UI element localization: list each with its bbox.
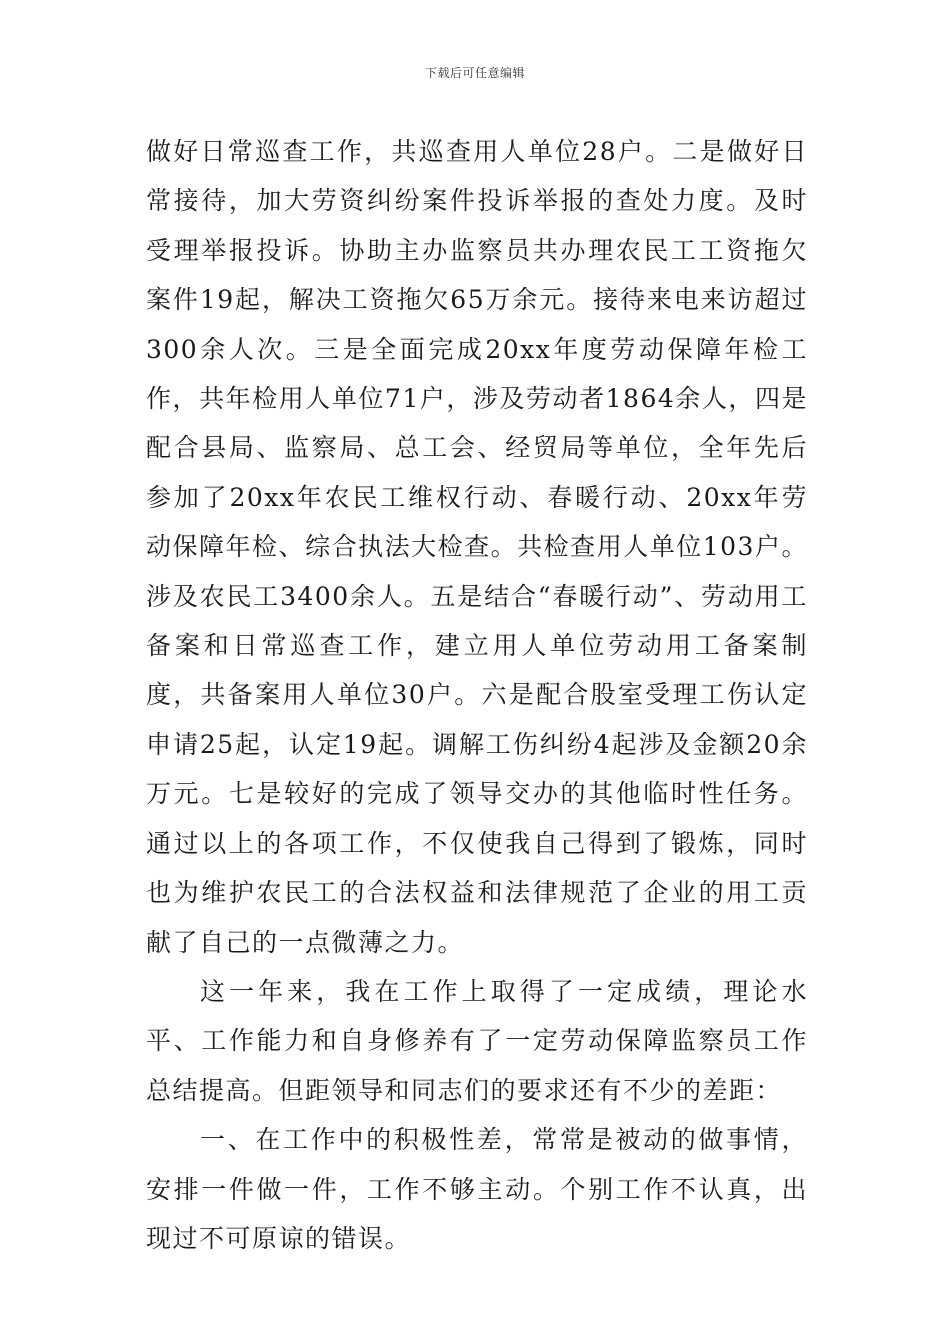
page-header-note: 下载后可任意编辑 [424, 66, 525, 80]
paragraph-work-summary: 做好日常巡查工作，共巡查用人单位28户。二是做好日常接待，加大劳资纠纷案件投诉举报的查处力度。及时受理举报投诉。协助主办监察员共办理农民工工资拖欠案件19起，解决工资拖欠65万余元。接待来电来访超过300余人次。三是全面完成20xx年度劳动保障年检工作，共年检用人单位71户，涉及劳动者1864余人，四是配合县局、监察局、总工会、经贸局等单位，全年先后参加了20xx年农民工维权行动、春暖行动、20xx年劳动保障年检、综合执法大检查。共检查用人单位103户。涉及农民工3400余人。五是结合“春暖行动”、劳动用工备案和日常巡查工作，建立用人单位劳动用工备案制度，共备案用人单位30户。六是配合股室受理工伤认定申请25起，认定19起。调解工伤纠纷4起涉及金额20余万元。七是较好的完成了领导交办的其他临时性任务。通过以上的各项工作，不仅使我自己得到了锻炼，同时也为维护农民工的合法权益和法律规范了企业的用工贡献了自己的一点微薄之力。 [146, 137, 808, 957]
paragraph-shortcoming-one: 一、在工作中的积极性差，常常是被动的做事情，安排一件做一件，工作不够主动。个别工作不认真，出现过不可原谅的错误。 [146, 1125, 808, 1253]
document-body [146, 127, 808, 1263]
paragraph-achievements: 这一年来，我在工作上取得了一定成绩，理论水平、工作能力和自身修养有了一定劳动保障监察员工作总结提高。但距领导和同志们的要求还有不少的差距： [146, 976, 808, 1105]
